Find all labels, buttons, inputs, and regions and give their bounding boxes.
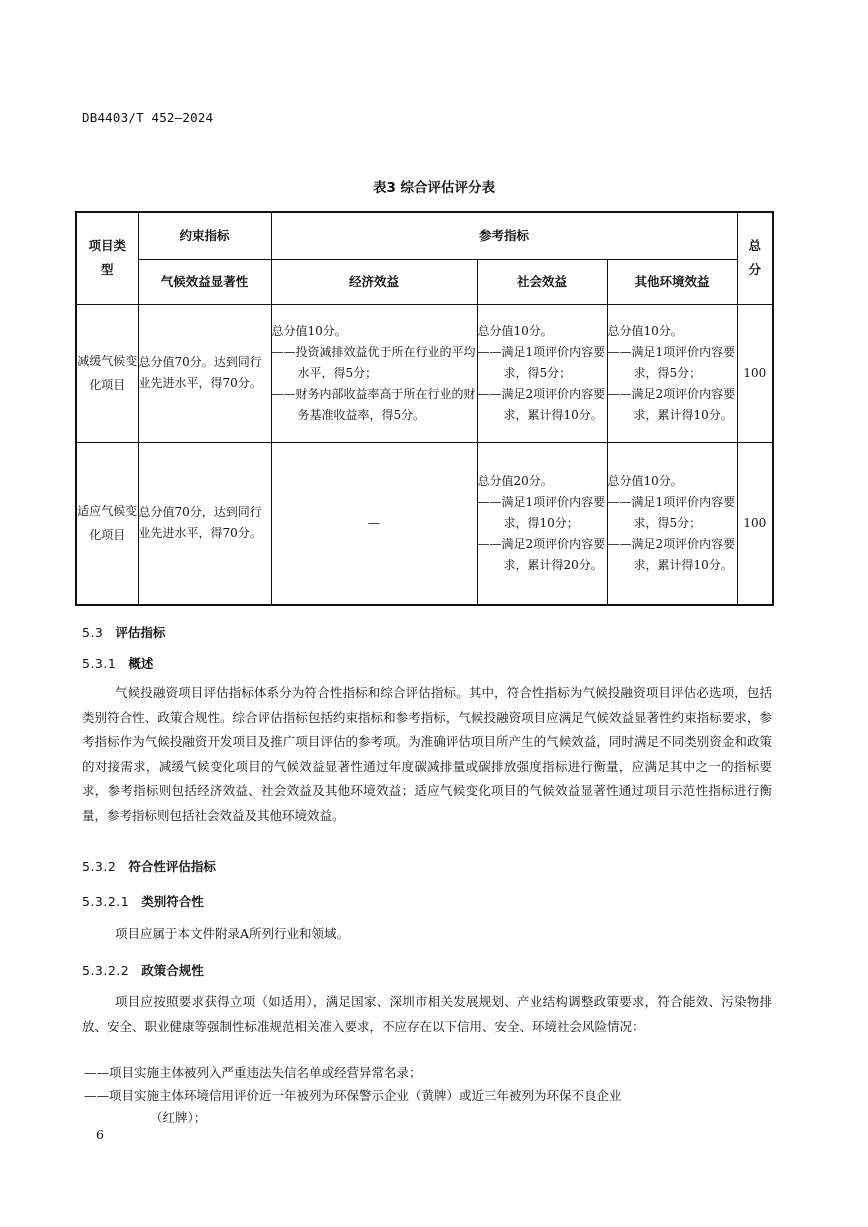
row-type: 减缓气候变化项目 <box>76 304 138 442</box>
header-social: 社会效益 <box>477 259 607 304</box>
header-reference: 参考指标 <box>271 212 737 259</box>
header-other-env: 其他环境效益 <box>607 259 737 304</box>
social-cell: 总分值10分。 ——满足1项评价内容要求，得5分； ——满足2项评价内容要求，累计得10分。 <box>477 304 607 442</box>
economic-cell: — <box>271 442 477 605</box>
category-paragraph: 项目应属于本文件附录A所列行业和领域。 <box>115 926 350 941</box>
header-constraint: 约束指标 <box>138 212 271 259</box>
climate-cell: 总分值70分。达到同行业先进水平，得70分。 <box>138 304 271 442</box>
total-cell: 100 <box>737 304 773 442</box>
other-env-cell: 总分值10分。 ——满足1项评价内容要求，得5分； ——满足2项评价内容要求，累计得10分。 <box>607 304 737 442</box>
header-economic: 经济效益 <box>271 259 477 304</box>
economic-cell: 总分值10分。 ——投资减排效益优于所在行业的平均水平，得5分； ——财务内部收益率高于所在行业的财务基准收益率，得5分。 <box>271 304 477 442</box>
table-title: 表3 综合评估评分表 <box>372 180 496 196</box>
section-heading-5-3-1: 5.3.1 概述 <box>82 656 154 671</box>
table-row <box>76 442 773 605</box>
overview-paragraph: 气候投融资项目评估指标体系分为符合性指标和综合评估指标。其中，符合性指标为气候投融资项目评估必选项，包括类别符合性、政策合规性。综合评估指标包括约束指标和参考指标，气候投融资项目应满足气候效益显著性约束指标要求，参考指标作为气候投融资开发项目及推广项目评估的参考项。为准确评估项目所产生的气候效益，同时满足不同类别资金和政策的对接需求，减缓气候变化项目的气候效益显著性通过年度碳减排量或碳排放强度指标进行衡量，应满足其中之一的指标要求，参考指标则包括经济效益、社会效益及其他环境效益；适应气候变化项目的气候效益显著性通过项目示范性指标进行衡量，参考指标则包括社会效益及其他环境效益。 <box>82 685 772 823</box>
climate-cell: 总分值70分，达到同行业先进水平，得70分。 <box>138 442 271 605</box>
list-item-continuation: （红牌）； <box>150 1110 207 1125</box>
other-env-cell: 总分值10分。 ——满足1项评价内容要求，得5分； ——满足2项评价内容要求，累计得10分。 <box>607 442 737 605</box>
total-cell: 100 <box>737 442 773 605</box>
social-cell: 总分值20分。 ——满足1项评价内容要求，得10分； ——满足2项评价内容要求，累计得20分。 <box>477 442 607 605</box>
header-total: 总分 <box>737 212 773 304</box>
section-heading-5-3-2: 5.3.2 符合性评估指标 <box>82 859 216 874</box>
table-row <box>76 304 773 442</box>
evaluation-score-table <box>75 211 774 606</box>
list-item: ——项目实施主体环境信用评价近一年被列为环保警示企业（黄牌）或近三年被列为环保不良企业 <box>84 1088 622 1103</box>
policy-paragraph: 项目应按照要求获得立项（如适用），满足国家、深圳市相关发展规划、产业结构调整政策要求，符合能效、污染物排放、安全、职业健康等强制性标准规范相关准入要求，不应存在以下信用、安全、环境社会风险情况： <box>82 994 772 1034</box>
section-heading-5-3: 5.3 评估指标 <box>82 625 166 640</box>
header-climate: 气候效益显著性 <box>138 259 271 304</box>
section-heading-5-3-2-2: 5.3.2.2 政策合规性 <box>82 963 204 978</box>
section-heading-5-3-2-1: 5.3.2.1 类别符合性 <box>82 894 204 909</box>
list-item: ——项目实施主体被列入严重违法失信名单或经营异常名录； <box>84 1065 422 1080</box>
header-project-type: 项目类型 <box>76 212 138 304</box>
page-number: 6 <box>96 1127 104 1142</box>
document-code: DB4403/T 452—2024 <box>82 110 214 125</box>
row-type: 适应气候变化项目 <box>76 442 138 605</box>
